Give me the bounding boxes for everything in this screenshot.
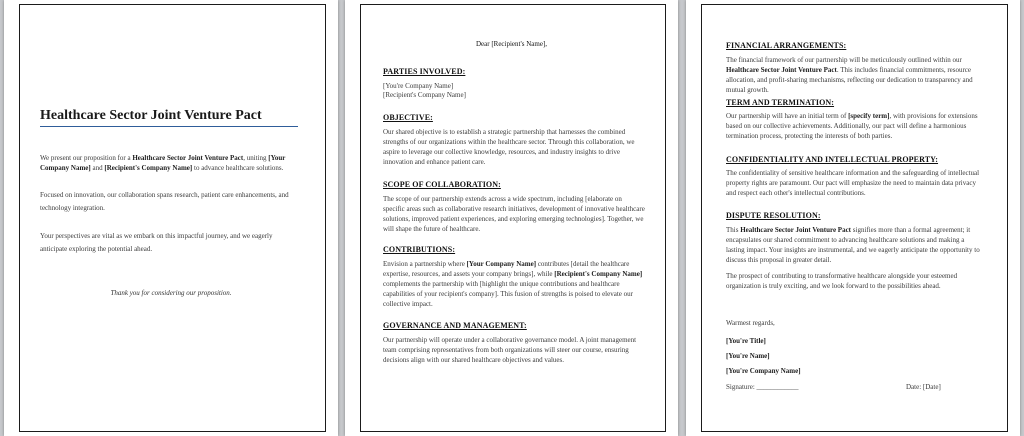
regards: Warmest regards, xyxy=(726,319,775,327)
document-title: Healthcare Sector Joint Venture Pact xyxy=(40,108,262,123)
financial-heading: FINANCIAL ARRANGEMENTS: xyxy=(726,41,847,50)
dispute-pact-name: Healthcare Sector Joint Venture Pact xyxy=(740,226,852,234)
financial-pact-name: Healthcare Sector Joint Venture Pact xyxy=(726,66,837,74)
term-heading: TERM AND TERMINATION: xyxy=(726,98,835,107)
title-underline xyxy=(40,126,298,127)
salutation: Dear [Recipient's Name], xyxy=(475,40,548,48)
document-page-3 xyxy=(686,0,1020,436)
page-border xyxy=(19,4,326,432)
confidentiality-heading: CONFIDENTIALITY AND INTELLECTUAL PROPERTY: xyxy=(726,155,939,164)
term-text-1: Our partnership will have an initial term of xyxy=(726,112,849,120)
document-page-2 xyxy=(345,0,678,436)
contrib-text-3: complements the partnership with [highlight the unique contributions and healthcare capabilities of your recipient's company]. This fusion of strengths is poised to elevate our collective impact. xyxy=(383,280,633,308)
term-text xyxy=(726,111,984,141)
contrib-text-1: Envision a partnership where xyxy=(383,260,467,268)
intro-text-1: We present our proposition for a xyxy=(40,154,133,162)
signature-line: Signature: ____________ xyxy=(726,383,799,391)
scope-text: The scope of our partnership extends across a wide spectrum, including [elaborate on specific areas such as collaborative research initiatives, development of innovative healthcare solutions, improved patient experiences, and exploring emerging technologies]. Together, we will shape the future of healthcare. xyxy=(383,195,645,233)
financial-text xyxy=(726,55,984,95)
dispute-text-1: This xyxy=(726,226,741,234)
perspectives-paragraph: Your perspectives are vital as we embark on this impactful journey, and we eagerly anticipate exploring the potential ahead. xyxy=(40,232,273,253)
scope-heading: SCOPE OF COLLABORATION: xyxy=(383,180,501,189)
dispute-heading: DISPUTE RESOLUTION: xyxy=(726,211,821,220)
contributions-heading: CONTRIBUTIONS: xyxy=(383,245,456,254)
party-1: [You're Company Name] xyxy=(383,82,454,90)
governance-heading: GOVERNANCE AND MANAGEMENT: xyxy=(383,321,527,330)
prospect-text: The prospect of contributing to transformative healthcare alongside your esteemed organization is truly exciting, and we look forward to the possibilities ahead. xyxy=(726,272,958,290)
objective-text: Our shared objective is to establish a strategic partnership that harnesses the combined strengths of our organizations within the healthcare sector. Through this collaboration, we aspire to leverage our collective knowledge, resources, and industry insights to drive innovation and enhance patient care. xyxy=(383,128,635,166)
term-text-2: , with provisions for extensions based on our collective achievements. Additionally, our pact will define a harmonious termination process, protecting the interests of both parties. xyxy=(726,112,978,140)
governance-text: Our partnership will operate under a collaborative governance model. A joint management team comprising representatives from both organizations will steer our course, ensuring decisions align with our shared healthcare objectives and values. xyxy=(383,336,637,364)
intro-text-2: , uniting xyxy=(243,154,269,162)
closing-line: Thank you for considering our proposition. xyxy=(110,289,232,297)
objective-heading: OBJECTIVE: xyxy=(383,113,433,122)
document-page-1 xyxy=(4,0,338,436)
dispute-text xyxy=(726,225,984,265)
intro-pact-name: Healthcare Sector Joint Venture Pact xyxy=(132,154,244,162)
financial-text-1: The financial framework of our partnership will be meticulously outlined within our xyxy=(726,56,962,64)
intro-recipient: [Recipient's Company Name] xyxy=(104,164,193,172)
intro-text-4: to advance healthcare solutions. xyxy=(192,164,284,172)
focus-paragraph: Focused on innovation, our collaboration spans research, patient care enhancements, and technology integration. xyxy=(40,191,289,212)
dispute-text-2: signifies more than a formal agreement; it encapsulates our shared commitment to advancing healthcare solutions and making a lasting impact. Your insights are instrumental, and we eagerly anticipate the opportunity to discuss this proposal in greater detail. xyxy=(726,226,980,264)
intro-paragraph xyxy=(40,153,300,173)
signer-company: [You're Company Name] xyxy=(726,367,801,375)
financial-text-2: . This includes financial commitments, resource allocation, and profit-sharing mechanisms, reflecting our dedication to transparency and mutual growth. xyxy=(726,66,973,94)
signer-title: [You're Title] xyxy=(726,337,766,345)
contrib-company: [Your Company Name] xyxy=(466,260,537,268)
term-specify: [specify term] xyxy=(848,112,890,120)
contributions-text xyxy=(383,259,647,309)
parties-heading: PARTIES INVOLVED: xyxy=(383,67,466,76)
intro-text-3: and xyxy=(90,164,105,172)
contrib-text-2: contributes [detail the healthcare expertise, resources, and assets your company brings], while xyxy=(383,260,630,278)
signer-name: [You're Name] xyxy=(726,352,770,360)
date-line: Date: [Date] xyxy=(906,383,941,391)
confidentiality-text: The confidentiality of sensitive healthcare information and the safeguarding of intellectual property rights are paramount. Our pact will emphasize the need to maintain data privacy and respect each other's intellectual contributions. xyxy=(726,169,980,197)
party-2: [Recipient's Company Name] xyxy=(383,91,466,99)
intro-company: [Your Company Name] xyxy=(40,154,286,172)
contrib-recipient: [Recipient's Company Name] xyxy=(554,270,643,278)
